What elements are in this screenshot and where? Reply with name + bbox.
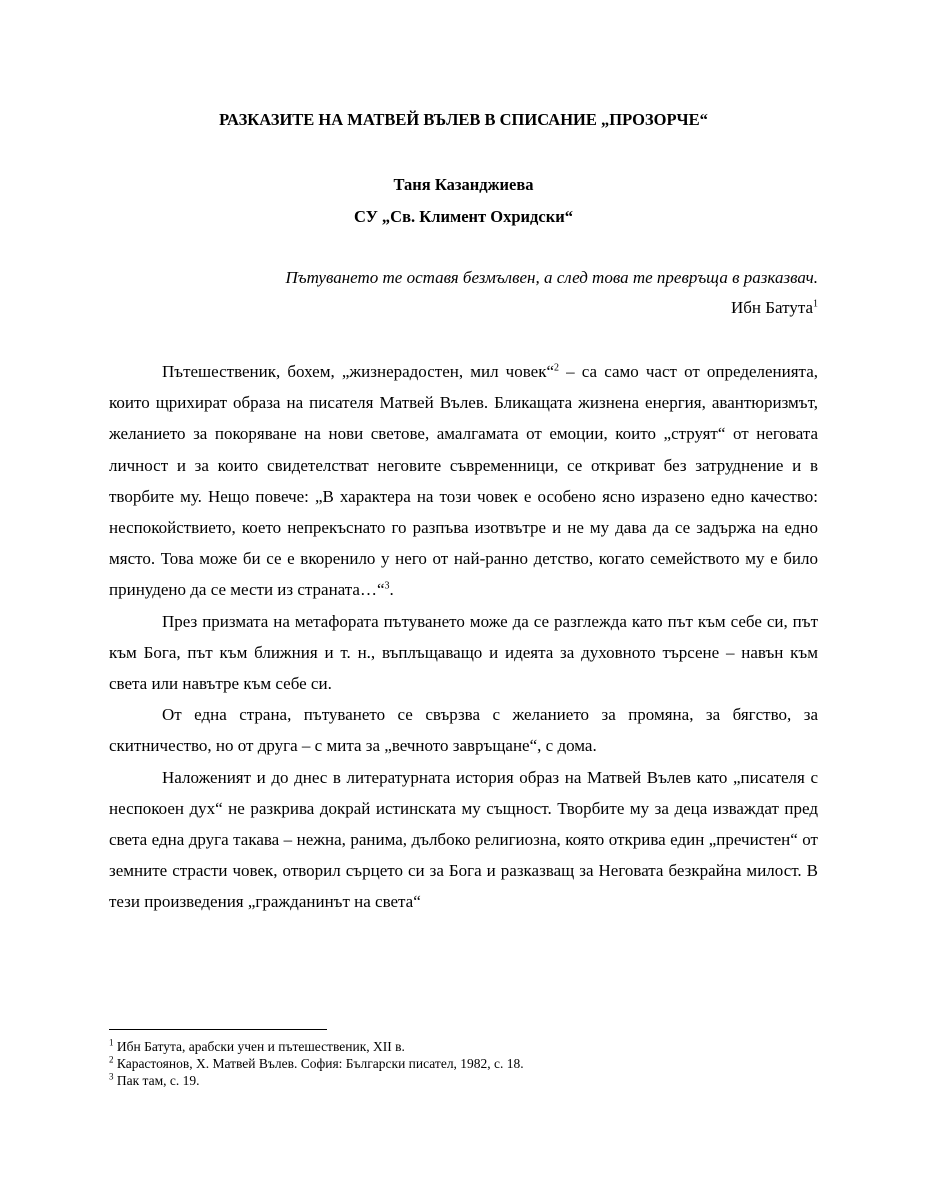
footnote-text: Карастоянов, Х. Матвей Вълев. София: Български писател, 1982, с. 18. xyxy=(113,1056,524,1071)
epigraph-author xyxy=(731,298,818,318)
paragraph-1 xyxy=(109,356,818,606)
author-name: Таня Казанджиева xyxy=(393,175,534,194)
footnote-number: 1 xyxy=(109,1037,114,1048)
article-title: РАЗКАЗИТЕ НА МАТВЕЙ ВЪЛЕВ В СПИСАНИЕ „ПРОЗОРЧЕ“ xyxy=(219,110,708,129)
footnote-ref[interactable]: 3 xyxy=(384,580,390,592)
paragraph-2: През призмата на метафората пътуването може да се разглежда като път към себе си, път към Бога, път към ближния и т. н., въплъщаващо и идеята за духовното търсене – навън към света или навътре към себе си. xyxy=(109,611,818,694)
author-affiliation: СУ „Св. Климент Охридски“ xyxy=(354,207,573,226)
footnote-text: Пак там, с. 19. xyxy=(113,1073,200,1088)
footnote-1 xyxy=(109,1038,818,1055)
paragraph-3: От една страна, пътуването се свързва с желанието за промяна, за бягство, за скитничество, но от друга – с мита за „вечното завръщане“, с дома. xyxy=(109,705,818,756)
paragraph-text: – са само част от определенията, които щрихират образа на писателя Матвей Вълев. Бликащата жизнена енергия, авантюризмът, желанието за покоряване на нови светове, амалгамата от емоции, които „струят“ от неговата личност и за които свидетелстват неговите съвременници, се откриват без затруднение и в творбите му. Нещо повече: „В характера на този човек е особено ясно изразено едно качество: неспокойствието, което непрекъснато го разпъва изотвътре и не му дава да се задържа на едно място. Това може би се е вкоренило у него от най-ранно детство, когато семейството му е било принудено да се мести из страната…“ xyxy=(109,362,818,600)
paragraph-4: Наложеният и до днес в литературната история образ на Матвей Вълев като „писателя с неспокоен дух“ не разкрива докрай истинската му същност. Творбите му за деца изваждат пред света една друга такава – нежна, ранима, дълбоко религиозна, която открива един „пречистен“ от земните страсти човек, отворил сърцето си за Бога и разказващ за Неговата безкрайна милост. В тези произведения „гражданинът на света“ xyxy=(109,767,818,912)
footnote-ref[interactable]: 2 xyxy=(554,362,560,374)
epigraph-quote: Пътуването те оставя безмълвен, а след това те превръща в разказвач. xyxy=(285,268,818,287)
footnote-number: 2 xyxy=(109,1054,114,1065)
footnote-2 xyxy=(109,1055,818,1072)
epigraph-author-name: Ибн Батута xyxy=(730,298,813,317)
paragraph-text: Пътешественик, бохем, „жизнерадостен, мил човек“ xyxy=(162,362,555,381)
footnote-ref[interactable]: 1 xyxy=(813,298,818,310)
footnote-number: 3 xyxy=(109,1071,114,1082)
footnote-text: Ибн Батута, арабски учен и пътешественик, XII в. xyxy=(113,1039,405,1054)
footnote-3 xyxy=(109,1072,818,1089)
footnote-separator xyxy=(109,1029,327,1030)
footnotes xyxy=(109,1038,818,1089)
article-body xyxy=(109,356,818,918)
paragraph-text: . xyxy=(389,580,394,600)
